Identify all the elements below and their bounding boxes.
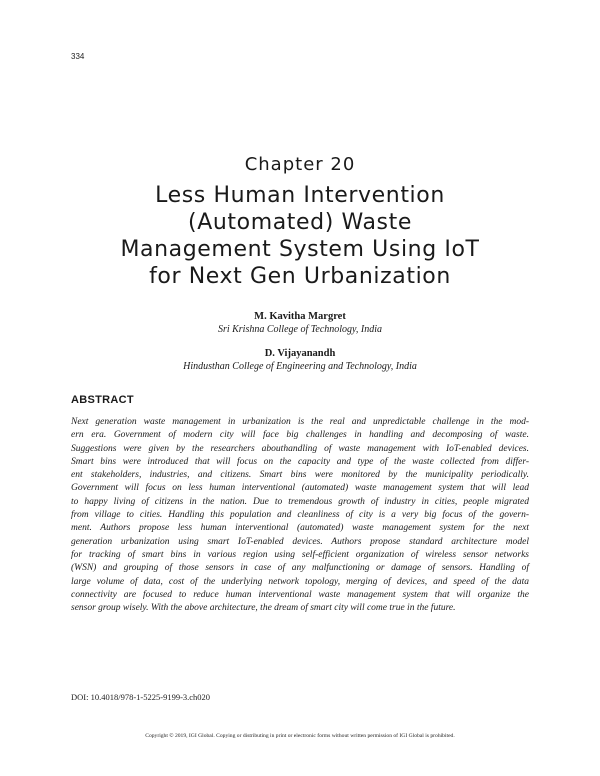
doi: DOI: 10.4018/978-1-5225-9199-3.ch020 — [71, 692, 211, 702]
abstract-line: (WSN) and grouping of those sensors in case of any malfunctioning or damage of sensors. Handling of — [71, 563, 529, 574]
chapter-title — [60, 182, 540, 290]
abstract-line: Smart bins were introduced that will focus on the capacity and type of the waste collected from differ- — [71, 456, 529, 467]
title-line: Less Human Intervention — [155, 183, 445, 208]
author-block — [0, 310, 600, 336]
abstract-body — [71, 416, 529, 615]
title-line: (Automated) Waste — [188, 210, 412, 235]
abstract-line: ment. Authors propose less human interventional (automated) waste management system for the next — [71, 523, 529, 534]
title-line: Management System Using IoT — [120, 237, 480, 262]
abstract-heading: ABSTRACT — [71, 394, 134, 406]
abstract-line: Government will focus on less human interventional (automated) waste management system that will lead — [71, 483, 529, 494]
author-affiliation: Hindusthan College of Engineering and Technology, India — [183, 361, 417, 372]
abstract-line: ent stakeholders, industries, and citizens. Smart bins were monitored by the municipality periodically. — [71, 470, 529, 481]
abstract-line: from village to cities. Handling this population and cleanliness of city is a very big focus of the govern- — [71, 510, 529, 521]
copyright-notice: Copyright © 2019, IGI Global. Copying or distributing in print or electronic forms without written permission of IGI Global is prohibited. — [145, 733, 455, 739]
chapter-label: Chapter 20 — [244, 154, 356, 175]
abstract-line: ern era. Government of modern city will face big challenges in handling and decomposing of waste. — [71, 430, 529, 441]
abstract-line: for tracking of smart bins in various region using self-efficient organization of wireless sensor networks — [71, 549, 529, 560]
abstract-line: sensor group wisely. With the above architecture, the dream of smart city will come true in the future. — [71, 603, 456, 614]
abstract-line: connectivity are focused to reduce human interventional waste management system that will organize the — [71, 589, 529, 600]
author-affiliation: Sri Krishna College of Technology, India — [217, 324, 383, 335]
author-name: M. Kavitha Margret — [254, 311, 346, 322]
author-name: D. Vijayanandh — [264, 348, 336, 359]
author-block — [0, 347, 600, 373]
abstract-line: Suggestions were given by the researchers abouthandling of waste management with IoT-enabled devices. — [71, 443, 529, 454]
abstract-line: large volume of data, cost of the underlying network topology, merging of devices, and speed of the data — [71, 576, 529, 587]
page-number: 334 — [71, 52, 85, 61]
abstract-line: generation urbanization using smart IoT-enabled devices. Authors propose standard architecture model — [71, 536, 529, 547]
title-line: for Next Gen Urbanization — [149, 264, 451, 289]
abstract-line: to happy living of citizens in the nation. Due to tremendous growth of industry in cities, people migrated — [71, 496, 529, 507]
abstract-line: Next generation waste management in urbanization is the real and unpredictable challenge in the mod- — [71, 417, 529, 427]
